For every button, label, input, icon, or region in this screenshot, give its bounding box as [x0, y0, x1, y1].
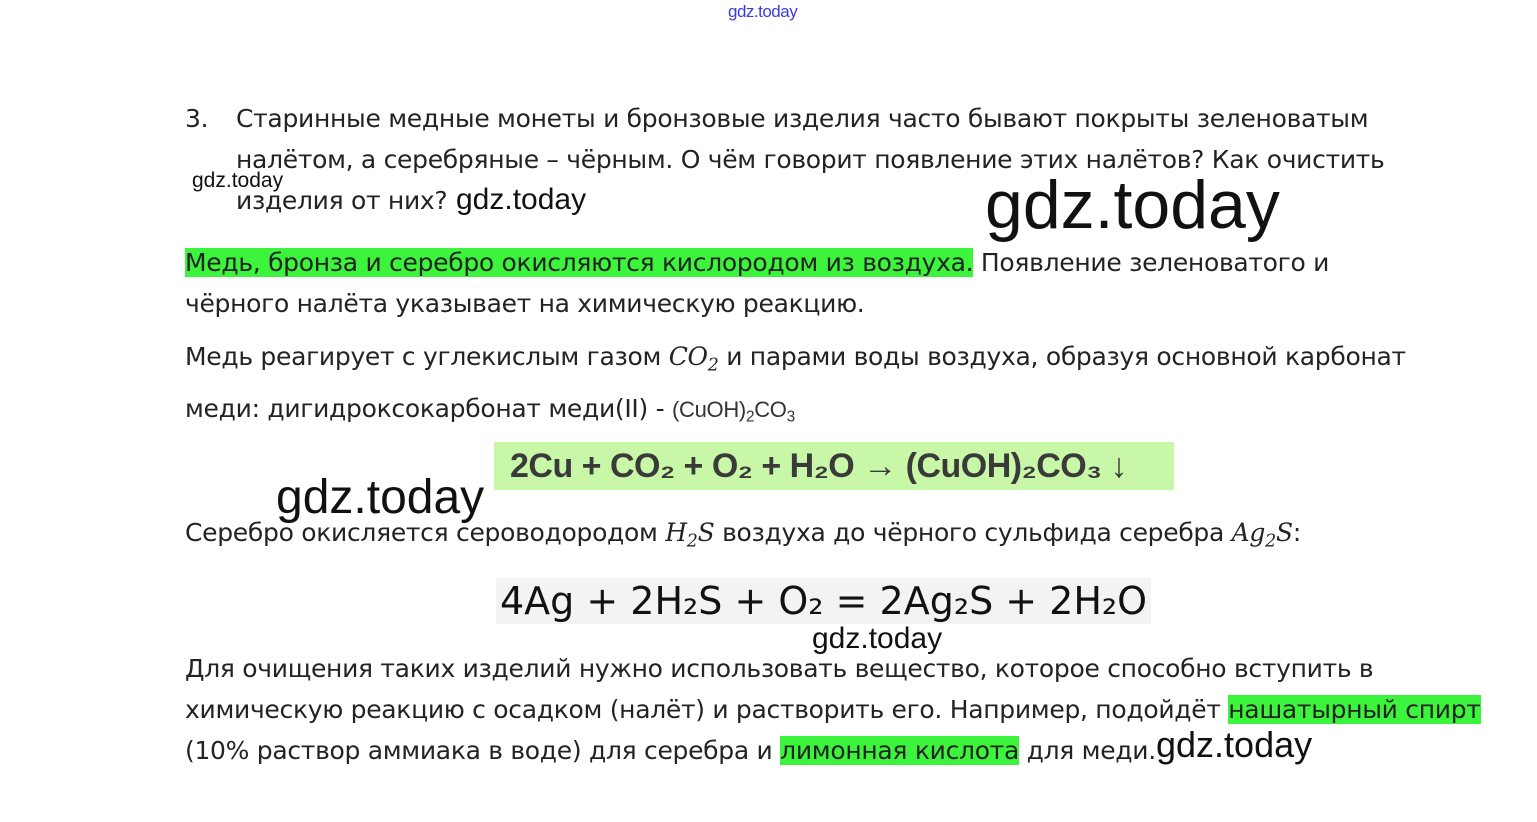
watermark-small-left: gdz.today [192, 169, 284, 192]
p3-text-a: Серебро окисляется сероводородом [185, 518, 666, 547]
answer-paragraph-2 [185, 342, 1406, 376]
answer-paragraph-1 [185, 248, 1329, 277]
answer-p1-rest: Появление зеленоватого и [973, 248, 1330, 277]
watermark-middle-left: gdz.today [276, 471, 485, 524]
answer-paragraph-4-line-1: Для очищения таких изделий нужно использовать вещество, которое способно вступить в [185, 654, 1374, 683]
highlight-citric-acid: лимонная кислота [780, 736, 1019, 765]
p2-text-b: и парами воды воздуха, образуя основной карбонат [718, 342, 1406, 371]
task-number: 3. [185, 104, 209, 133]
answer-paragraph-4-line-3 [185, 736, 1156, 765]
watermark-top: gdz.today [728, 2, 798, 21]
p2-line2-text: меди: дигидроксокарбонат меди(II) - [185, 394, 672, 423]
answer-paragraph-4-line-2 [185, 695, 1481, 724]
p3-colon: : [1292, 518, 1301, 547]
watermark-large-right: gdz.today [985, 167, 1280, 243]
answer-paragraph-3 [185, 518, 1301, 552]
formula-co2: $CO_2$ [668, 342, 719, 376]
watermark-below-equation: gdz.today [812, 622, 943, 655]
p3-text-b: воздуха до чёрного сульфида серебра [714, 518, 1232, 547]
task-line-2: налётом, а серебряные – чёрным. О чём говорит появление этих налётов? Как очистить [236, 145, 1385, 174]
answer-paragraph-2-line-2 [185, 394, 795, 426]
task-line-3: изделия от них? [236, 186, 448, 215]
equation-copper: 2Cu + CO₂ + O₂ + H₂O → (CuOH)₂CO₃ ↓ [494, 442, 1174, 490]
equation-silver: 4Ag + 2H₂S + O₂ = 2Ag₂S + 2H₂O [496, 578, 1151, 624]
p4-line2-text: химическую реакцию с осадком (налёт) и растворить его. Например, подойдёт [185, 695, 1229, 724]
answer-paragraph-1-line-2: чёрного налёта указывает на химическую реакцию. [185, 289, 865, 318]
watermark-bottom-right: gdz.today [1156, 724, 1313, 765]
highlight-oxidation: Медь, бронза и серебро окисляются кислородом из воздуха. [185, 248, 974, 277]
p4-line3-text-b: для меди. [1018, 736, 1156, 765]
formula-h2s: $H_2S$ [665, 518, 715, 552]
task-line-1: Старинные медные монеты и бронзовые изделия часто бывают покрыты зеленоватым [236, 104, 1369, 133]
p4-line3-text-a: (10% раствор аммиака в воде) для серебра и [185, 736, 781, 765]
watermark-after-question: gdz.today [456, 183, 587, 216]
highlight-ammonia: нашатырный спирт [1228, 695, 1481, 724]
formula-ag2s: $Ag_2S$ [1231, 518, 1293, 552]
formula-malachite: $(CuOH)_2CO_3$ [671, 397, 795, 426]
p2-text-a: Медь реагирует с углекислым газом [185, 342, 669, 371]
